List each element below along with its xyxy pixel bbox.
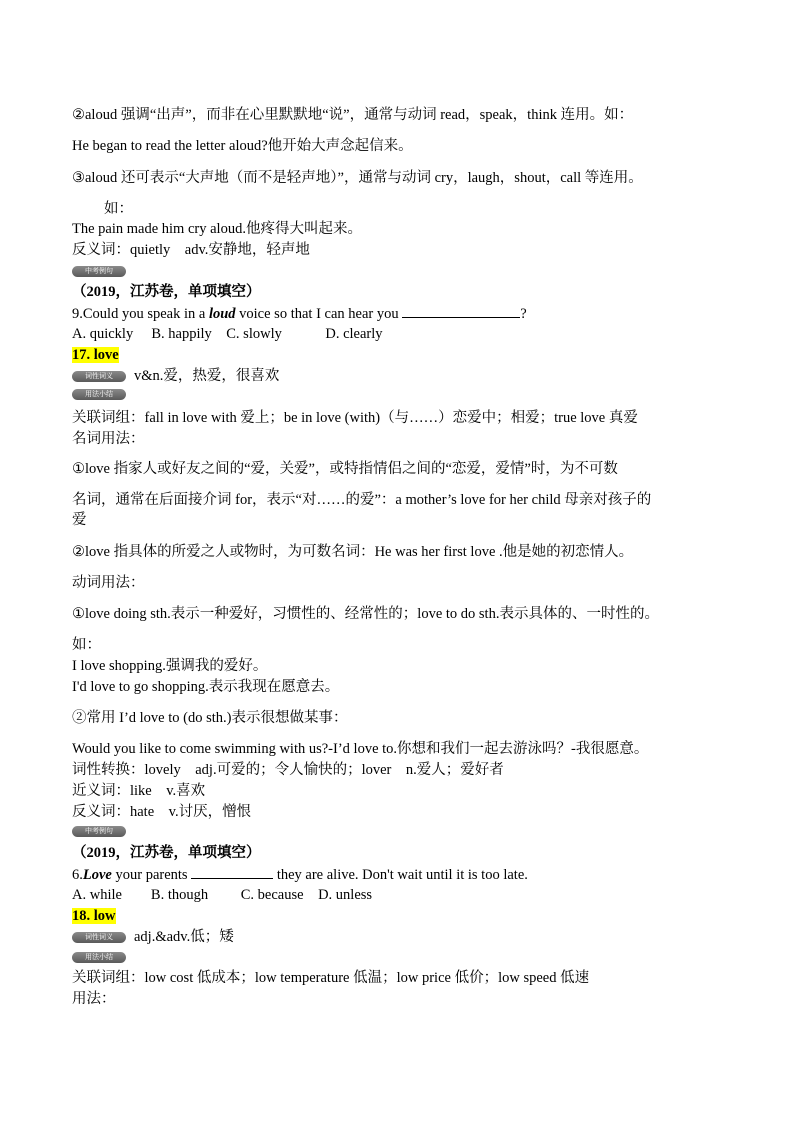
answer-blank <box>402 303 520 318</box>
low-usage-title: 用法： <box>72 991 116 1007</box>
love-antonym: 反义词：hate v.讨厌，憎恨 <box>72 804 252 820</box>
pos-line-love: 词性词义 v&n.爱，热爱，很喜欢 <box>72 366 279 386</box>
love-verb-2: ②常用 I’d love to (do sth.)表示很想做某事： <box>72 710 348 726</box>
usage-badge: 用法小结 <box>72 952 126 963</box>
exam-options-6: A. while B. though C. because D. unless <box>72 887 373 903</box>
aloud-example-1: He began to read the letter aloud?他开始大声念起信来。 <box>72 138 413 154</box>
love-noun-2: ②love 指具体的所爱之人或物时，为可数名词：He was her first love .他是她的初恋情人。 <box>72 544 634 560</box>
aloud-example-intro: 如： <box>104 201 133 217</box>
love-verb-example-2: I'd love to go shopping.表示我现在愿意去。 <box>72 679 340 695</box>
entry-heading-low: 18. low <box>72 908 116 924</box>
low-phrases: 关联词组：low cost 低成本；low temperature 低温；low price 低价；low speed 低速 <box>72 970 590 986</box>
verb-usage-title: 动词用法： <box>72 575 145 591</box>
love-conversion: 词性转换：lovely adj.可爱的；令人愉快的；lover n.爱人；爱好者 <box>72 762 504 778</box>
exam-example-badge: 中考例句 <box>72 826 126 837</box>
exam-options-9: A. quickly B. happily C. slowly D. clearly <box>72 326 383 342</box>
exam-question-6: 6.Love your parents they are alive. Don't wait until it is too late. <box>72 864 528 885</box>
answer-blank <box>191 864 273 879</box>
love-verb-example-3: Would you like to come swimming with us?-I’d love to.你想和我们一起去游泳吗？-我很愿意。 <box>72 741 649 757</box>
pos-line-low: 词性词义 adj.&adv.低；矮 <box>72 927 234 947</box>
love-verb-example-1: I love shopping.强调我的爱好。 <box>72 658 268 674</box>
love-phrases: 关联词组：fall in love with 爱上；be in love (with)（与……）恋爱中；相爱；true love 真爱 <box>72 410 638 426</box>
love-verb-1: ①love doing sth.表示一种爱好，习惯性的、经常性的；love to do sth.表示具体的、一时性的。 <box>72 606 659 622</box>
aloud-antonym: 反义词：quietly adv.安静地，轻声地 <box>72 242 310 258</box>
aloud-point-2: ②aloud 强调“出声”，而非在心里默默地“说”，通常与动词 read，speak，think 连用。如： <box>72 107 634 123</box>
love-noun-1: ①love 指家人或好友之间的“爱，关爱”，或特指情侣之间的“恋爱，爱情”时，为不可数 <box>72 461 618 477</box>
exam-source: （2019，江苏卷，单项填空） <box>72 284 261 300</box>
aloud-point-3: ③aloud 还可表示“大声地（而不是轻声地）”，通常与动词 cry，laugh，shout，call 等连用。 <box>72 170 643 186</box>
pos-badge: 词性词义 <box>72 371 126 382</box>
love-noun-1-cont: 名词，通常在后面接介词 for，表示“对……的爱”：a mother’s love for her child 母亲对孩子的 <box>72 492 652 508</box>
exam-question-9: 9.Could you speak in a loud voice so that I can hear you ? <box>72 303 527 324</box>
pos-badge: 词性词义 <box>72 932 126 943</box>
love-verb-1-intro: 如： <box>72 637 101 653</box>
exam-example-badge: 中考例句 <box>72 266 126 277</box>
aloud-example-2: The pain made him cry aloud.他疼得大叫起来。 <box>72 221 362 237</box>
exam-source: （2019，江苏卷，单项填空） <box>72 845 261 861</box>
usage-badge: 用法小结 <box>72 389 126 400</box>
noun-usage-title: 名词用法： <box>72 431 145 447</box>
love-noun-1-end: 爱 <box>72 512 87 528</box>
entry-heading-love: 17. love <box>72 347 119 363</box>
love-synonym: 近义词：like v.喜欢 <box>72 783 206 799</box>
